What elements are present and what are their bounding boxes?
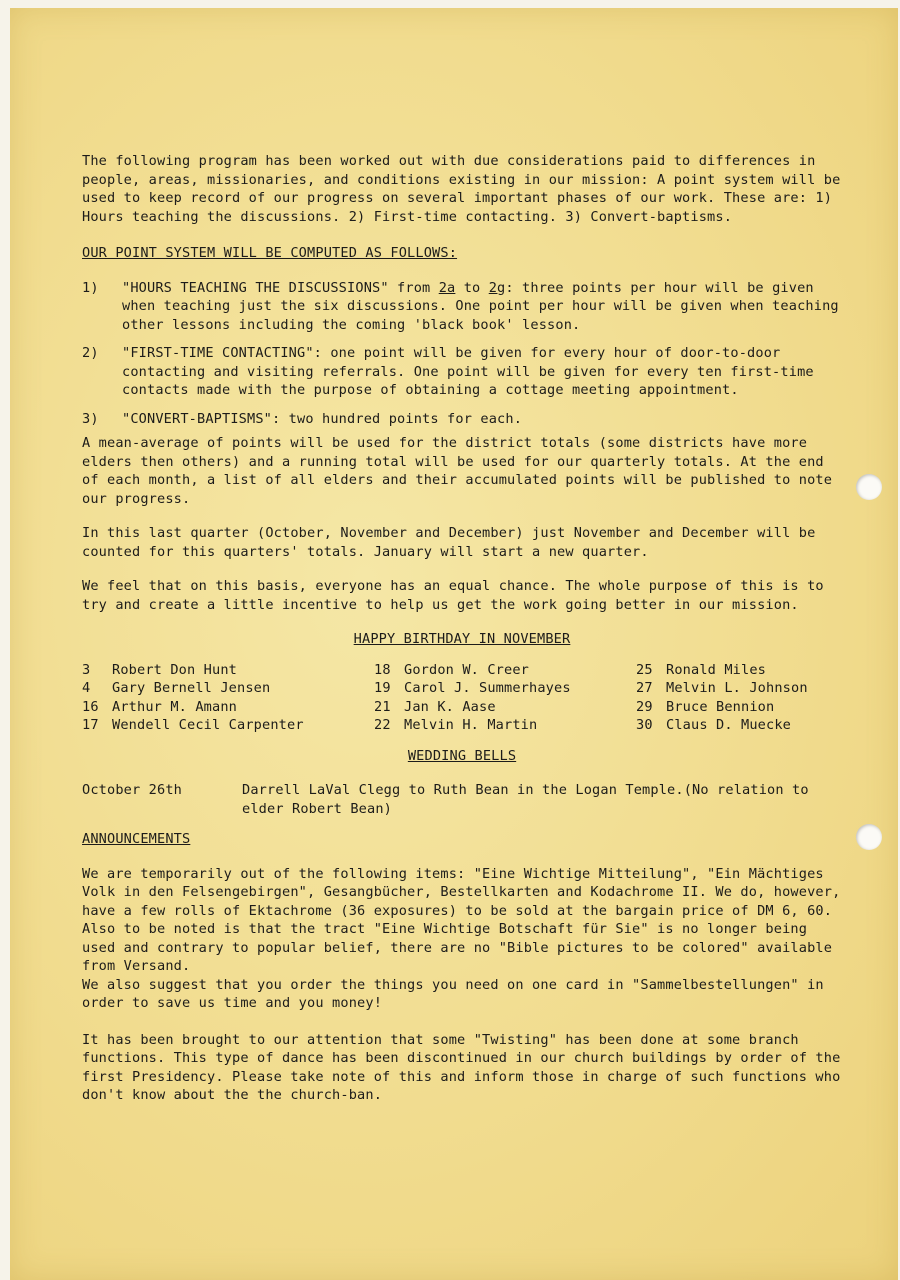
birthday-entry: 22 Melvin H. Martin [374,717,538,733]
birthday-entry: 3 Robert Don Hunt [82,661,238,678]
birthday-column [82,661,374,735]
point-item [82,410,842,429]
wedding-entry [82,781,842,818]
point-item [82,279,842,335]
document-body [82,152,842,1105]
announcement: We also suggest that you order the things you need on one card in "Sammelbestellungen" in order to save us time and you money! [82,976,824,1011]
birthday-entry: 16 Arthur M. Amann [82,698,238,715]
intro-paragraph: The following program has been worked out with due considerations paid to differences in people, areas, missionaries, and conditions existing in our mission: A point system will be used to keep record of our progress on several important phases of our work. These are: 1) Hours teaching the discussions. 2) First-time contacting. 3) Convert-baptisms. [82,153,841,225]
point-system-heading: OUR POINT SYSTEM WILL BE COMPUTED AS FOLLOWS: [82,245,458,261]
birthday-entry: 18 Gordon W. Creer [374,661,530,678]
birthday-entry: 19 Carol J. Summerhayes [374,680,571,696]
point-number: 2) [82,345,99,361]
birthday-column [636,661,842,735]
wedding-heading: WEDDING BELLS [407,747,517,764]
punch-hole [856,474,882,500]
birthday-entry: 30 Claus D. Muecke [636,717,792,733]
twisting-paragraph: It has been brought to our attention that some "Twisting" has been done at some branch functions. This type of dance has been discontinued in our church buildings by order of the first Presidency. Please take note of this and inform those in charge of such functions who don't know about the the church-ban. [82,1031,841,1103]
document-page [10,8,898,1280]
mean-average-paragraph: A mean-average of points will be used for the district totals (some districts have more elders then others) and a running total will be used for our quarterly totals. At the end of each month, a list of all elders and their accumulated points will be published to note our progress. [82,435,833,507]
wedding-text: Darrell LaVal Clegg to Ruth Bean in the Logan Temple.(No relation to elder Robert Bean) [242,782,809,817]
birthday-entry: 25 Ronald Miles [636,661,767,678]
birthday-entry: 29 Bruce Bennion [636,698,775,715]
announcement: Also to be noted is that the tract "Eine Wichtige Botschaft für Sie" is no longer being used and contrary to popular belief, there are no "Bible pictures to be colored" available from Versand. [82,921,833,974]
wedding-date: October 26th [82,782,183,798]
birthday-entry: 21 Jan K. Aase [374,698,496,715]
birthday-entry: 4 Gary Bernell Jensen [82,680,271,696]
birthday-column [374,661,636,735]
point-text: "CONVERT-BAPTISMS": two hundred points for each. [122,410,523,427]
birthday-list [82,661,842,735]
birthday-heading: HAPPY BIRTHDAY IN NOVEMBER [353,631,571,647]
announcements-heading: ANNOUNCEMENTS [82,831,191,847]
birthday-entry: 17 Wendell Cecil Carpenter [82,717,304,733]
lesson-range-end: 2g [488,279,506,296]
point-text: "HOURS TEACHING THE DISCUSSIONS" from 2a to 2g: three points per hour will be given when teaching just the six discussions. One point per hour will be given when teaching other lessons including the coming 'black book' lesson. [122,279,839,333]
point-item [82,344,842,400]
point-number: 1) [82,279,99,296]
punch-hole [856,824,882,850]
lesson-range-start: 2a [438,279,456,296]
point-number: 3) [82,410,99,427]
basis-paragraph: We feel that on this basis, everyone has an equal chance. The whole purpose of this is to try and create a little incentive to help us get the work going better in our mission. [82,578,824,613]
point-text: "FIRST-TIME CONTACTING": one point will be given for every hour of door-to-door contacting and visiting referrals. One point will be given for every ten first-time contacts made with the purpose of obtaining a cottage meeting appointment. [122,345,814,398]
announcements-body [82,865,842,1013]
announcement: We are temporarily out of the following items: "Eine Wichtige Mitteilung", "Ein Mächtiges Volk in den Felsengebirgen", Gesangbücher, Bestellkarten and Kodachrome II. We do, however, have a few rolls of Ektachrome (36 exposures) to be sold at the bargain price of DM 6, 60. [82,865,841,919]
birthday-entry: 27 Melvin L. Johnson [636,680,808,696]
quarter-paragraph: In this last quarter (October, November and December) just November and December will be counted for this quarters' totals. January will start a new quarter. [82,525,816,560]
